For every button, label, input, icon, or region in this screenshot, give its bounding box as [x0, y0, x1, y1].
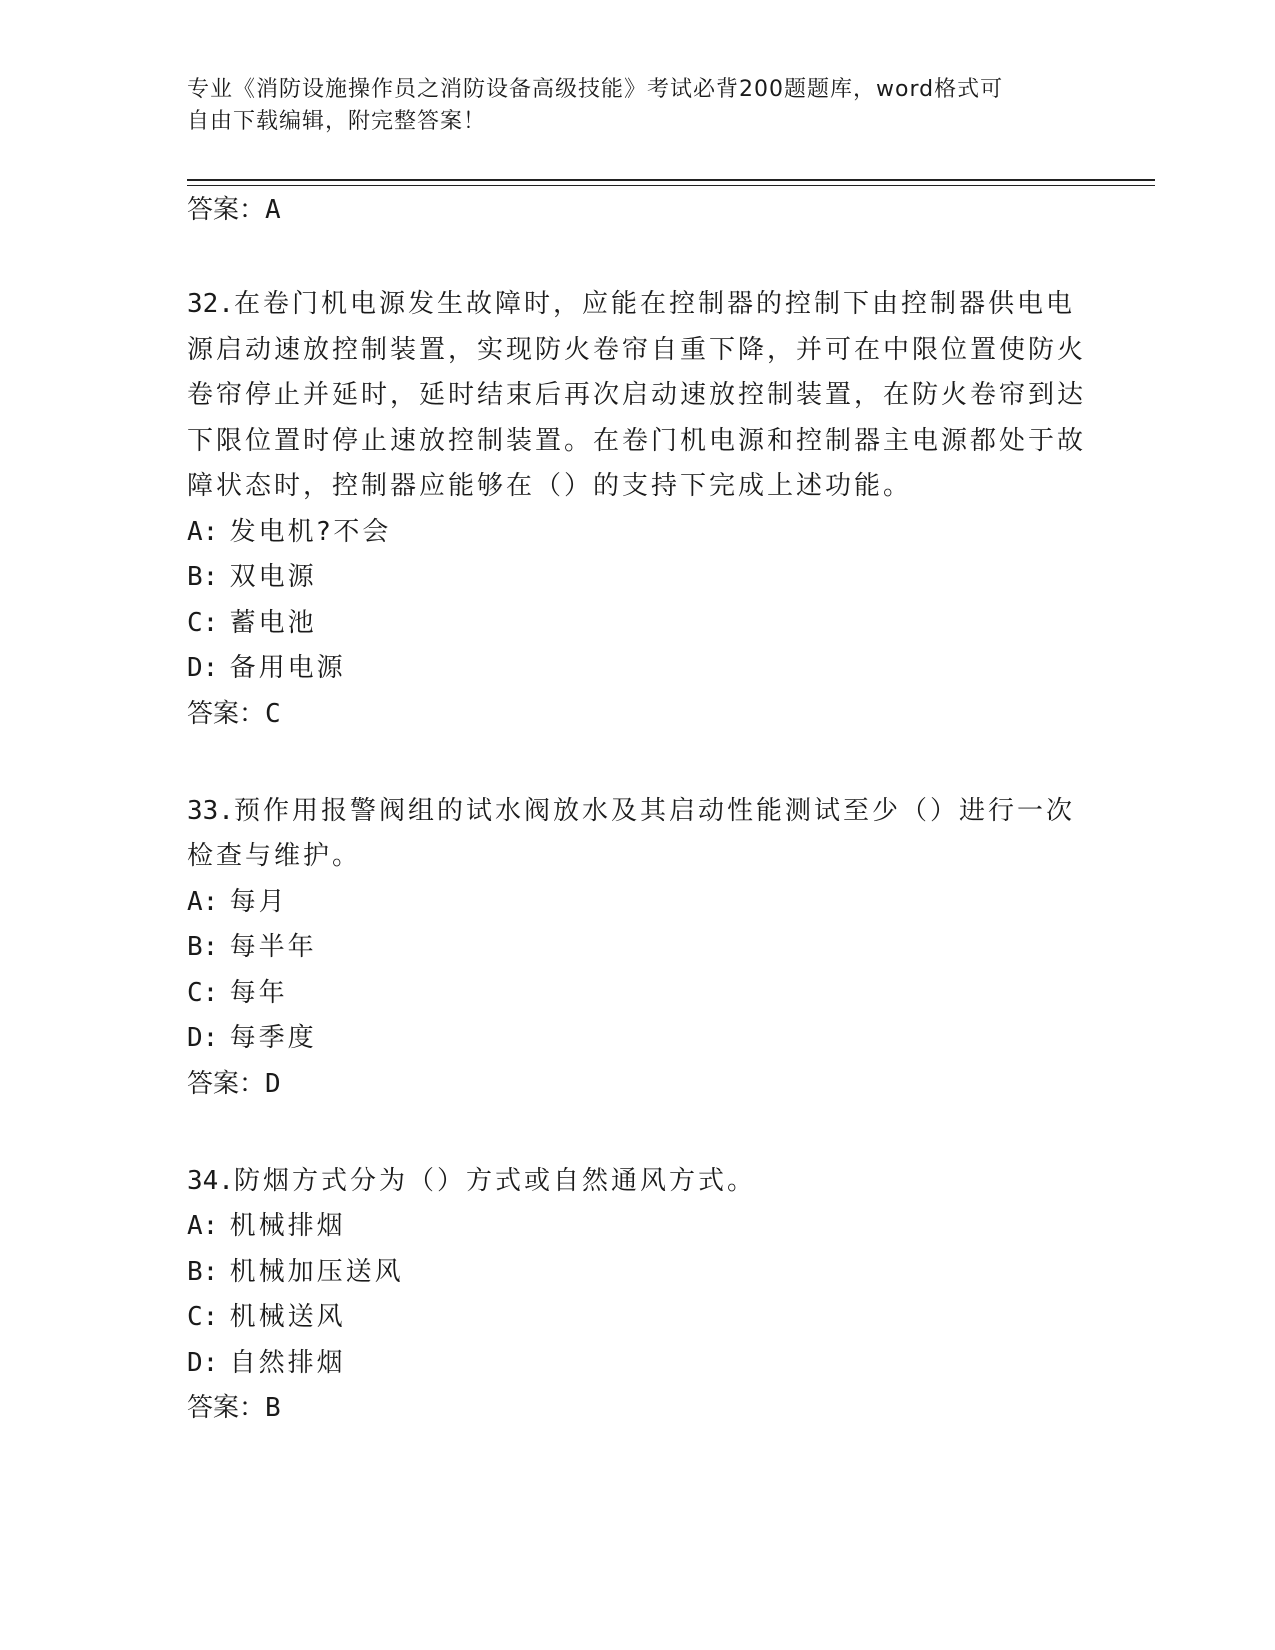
question-block — [187, 1159, 1087, 1432]
option-d: D: 每季度 — [187, 1023, 317, 1053]
document-header — [187, 74, 1087, 138]
question-number: 34. — [187, 1165, 234, 1196]
header-line-1: 专业《消防设施操作员之消防设备高级技能》考试必背200题题库，word格式可 — [187, 77, 1004, 102]
header-rule-thick — [187, 179, 1155, 181]
option-d: D: 备用电源 — [187, 653, 346, 683]
question-block — [187, 282, 1087, 737]
option-a: A: 机械排烟 — [187, 1211, 346, 1241]
option-c: C: 机械送风 — [187, 1302, 346, 1332]
answer-label: 答案： — [187, 195, 266, 225]
question-stem: 在卷门机电源发生故障时，应能在控制器的控制下由控制器供电电源启动速放控制装置，实现防火卷帘自重下降，并可在中限位置使防火卷帘停止并延时，延时结束后再次启动速放控制装置，在防火卷帘到达下限位置时停止速放控制装置。在卷门机电源和控制器主电源都处于故障状态时，控制器应能够在（）的支持下完成上述功能。 — [187, 289, 1087, 501]
answer-line: 答案：D — [187, 1068, 281, 1099]
option-b: B: 双电源 — [187, 562, 317, 592]
answer-value: D — [265, 1068, 281, 1099]
question-number: 32. — [187, 289, 234, 319]
question-stem: 防烟方式分为（）方式或自然通风方式。 — [233, 1165, 756, 1196]
question-text — [187, 282, 1087, 510]
option-b: B: 机械加压送风 — [187, 1256, 404, 1287]
option-c: C: 每年 — [187, 977, 288, 1008]
question-text — [187, 789, 1087, 880]
answer-value: A — [265, 195, 281, 225]
question-block — [187, 789, 1087, 1107]
option-d: D: 自然排烟 — [187, 1347, 346, 1378]
question-text — [187, 1159, 1087, 1205]
answer-value: C — [265, 698, 281, 729]
document-body — [187, 190, 1087, 1431]
answer-value: B — [265, 1393, 281, 1423]
answer-line — [187, 190, 1087, 230]
option-a: A: 每月 — [187, 886, 288, 917]
header-line-2: 自由下载编辑，附完整答案！ — [187, 109, 487, 134]
answer-line: 答案：B — [187, 1393, 281, 1423]
question-stem: 预作用报警阀组的试水阀放水及其启动性能测试至少（）进行一次检查与维护。 — [187, 795, 1075, 871]
option-a: A: 发电机?不会 — [187, 516, 392, 547]
option-c: C: 蓄电池 — [187, 607, 317, 638]
question-number: 33. — [187, 795, 234, 826]
answer-line: 答案：C — [187, 698, 281, 729]
header-rule-thin — [187, 185, 1155, 186]
option-b: B: 每半年 — [187, 932, 317, 962]
